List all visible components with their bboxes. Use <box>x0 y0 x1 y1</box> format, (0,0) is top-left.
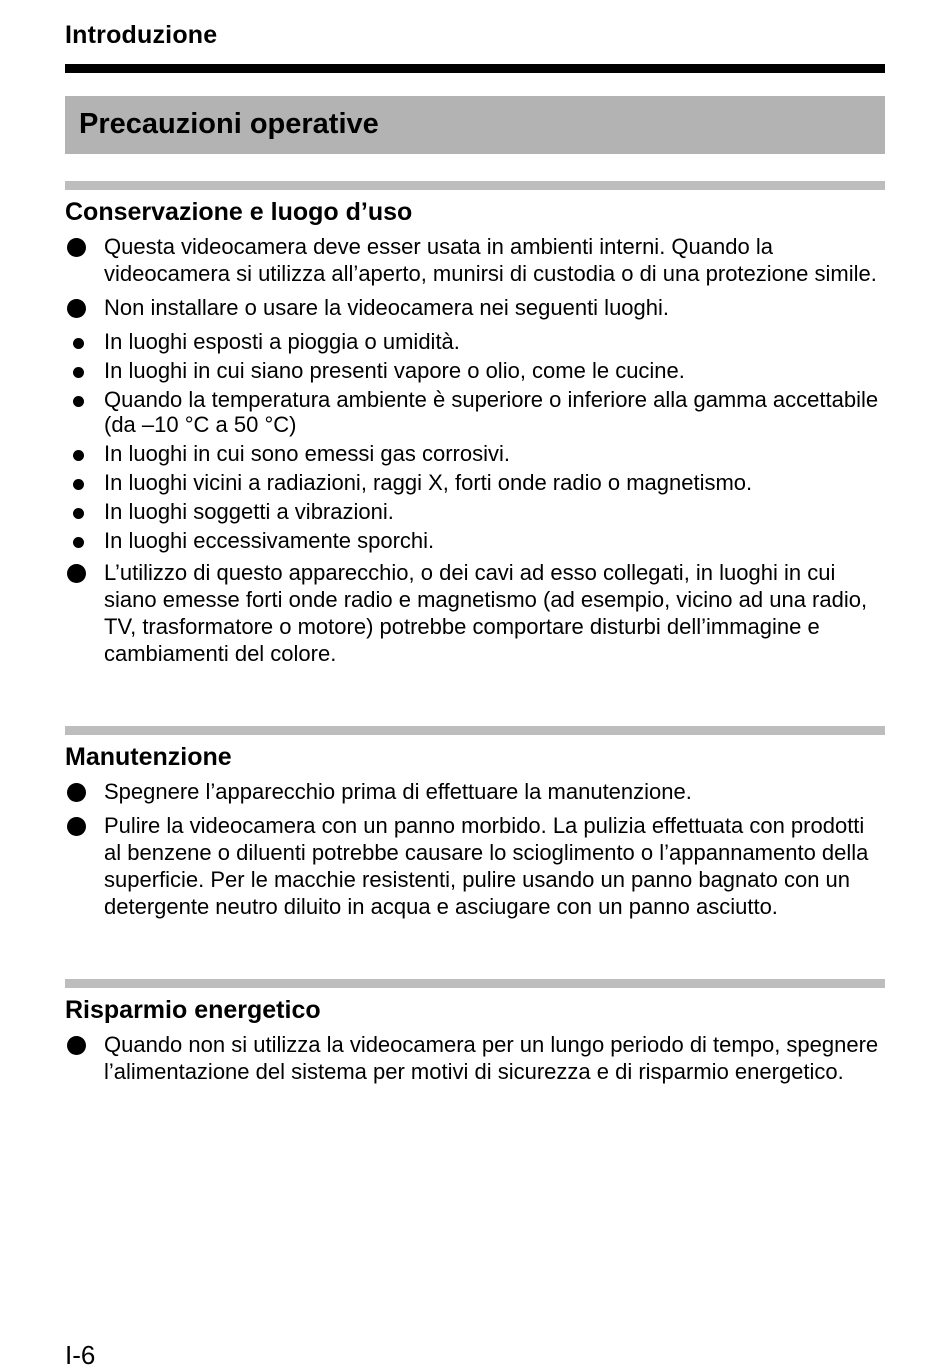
bullet-icon <box>67 817 86 836</box>
list-item <box>65 559 885 667</box>
list-item <box>65 812 885 920</box>
bullet-icon <box>67 299 86 318</box>
sub-list-item <box>65 358 885 384</box>
sub-list-item-text: In luoghi in cui siano presenti vapore o olio, come le cucine. <box>104 358 685 383</box>
bullet-icon <box>67 238 86 257</box>
list-item-text: Quando non si utilizza la videocamera per un lungo periodo di tempo, spegnere l’alimentazione del sistema per motivi di sicurezza e di risparmio energetico. <box>104 1032 879 1084</box>
small-bullet-icon <box>73 508 84 519</box>
list-item <box>65 1031 885 1085</box>
section-divider <box>65 181 885 190</box>
sub-list-item-text: In luoghi in cui sono emessi gas corrosivi. <box>104 441 510 466</box>
list-item-text: Non installare o usare la videocamera nei seguenti luoghi. <box>104 295 670 320</box>
small-bullet-icon <box>73 479 84 490</box>
sub-list-item <box>65 387 885 437</box>
list-item <box>65 294 885 321</box>
chapter-divider <box>65 64 885 73</box>
sub-list-item-text: In luoghi esposti a pioggia o umidità. <box>104 329 460 354</box>
sub-list-item-text: In luoghi vicini a radiazioni, raggi X, forti onde radio o magnetismo. <box>104 470 753 495</box>
list-item <box>65 778 885 805</box>
list-item-text: L’utilizzo di questo apparecchio, o dei cavi ad esso collegati, in luoghi in cui siano emesse forti onde radio e magnetismo (ad esempio, vicino ad una radio, TV, trasformatore o motore) potrebbe comportare disturbi dell’immagine e cambiamenti del colore. <box>104 560 868 666</box>
small-bullet-icon <box>73 396 84 407</box>
section-risparmio <box>65 979 885 1085</box>
section-conservazione <box>65 181 885 667</box>
section-heading: Risparmio energetico <box>65 996 321 1024</box>
section-heading: Conservazione e luogo d’uso <box>65 198 413 226</box>
page-number: I-6 <box>65 1340 96 1370</box>
bullet-icon <box>67 1036 86 1055</box>
list-item-text: Pulire la videocamera con un panno morbido. La pulizia effettuata con prodotti al benzene o diluenti potrebbe causare lo scioglimento o l’appannamento della superficie. Per le macchie resistenti, pulire usando un panno bagnato con un detergente neutro diluito in acqua e asciugare con un panno asciutto. <box>104 813 869 919</box>
sub-list-item-text: In luoghi soggetti a vibrazioni. <box>104 499 394 524</box>
small-bullet-icon <box>73 338 84 349</box>
small-bullet-icon <box>73 450 84 461</box>
section-manutenzione <box>65 726 885 920</box>
list-item-text: Spegnere l’apparecchio prima di effettuare la manutenzione. <box>104 779 692 804</box>
sub-list-item <box>65 329 885 355</box>
bullet-icon <box>67 564 86 583</box>
list-item-text: Questa videocamera deve esser usata in ambienti interni. Quando la videocamera si utilizza all’aperto, munirsi di custodia o di una protezione simile. <box>104 234 877 286</box>
sub-list-item <box>65 499 885 525</box>
section-heading: Manutenzione <box>65 743 232 771</box>
sub-list-item <box>65 528 885 554</box>
section-divider <box>65 979 885 988</box>
sub-list-item <box>65 470 885 496</box>
chapter-title: Introduzione <box>65 21 218 49</box>
list-item <box>65 233 885 287</box>
sub-list-item <box>65 441 885 467</box>
small-bullet-icon <box>73 537 84 548</box>
small-bullet-icon <box>73 367 84 378</box>
sub-list-item-text: Quando la temperatura ambiente è superiore o inferiore alla gamma accettabile (da –10 °C a 50 °C) <box>104 387 879 437</box>
section-divider <box>65 726 885 735</box>
bullet-icon <box>67 783 86 802</box>
sub-list-item-text: In luoghi eccessivamente sporchi. <box>104 528 435 553</box>
page-title-banner <box>65 96 885 154</box>
page-title: Precauzioni operative <box>79 108 379 140</box>
